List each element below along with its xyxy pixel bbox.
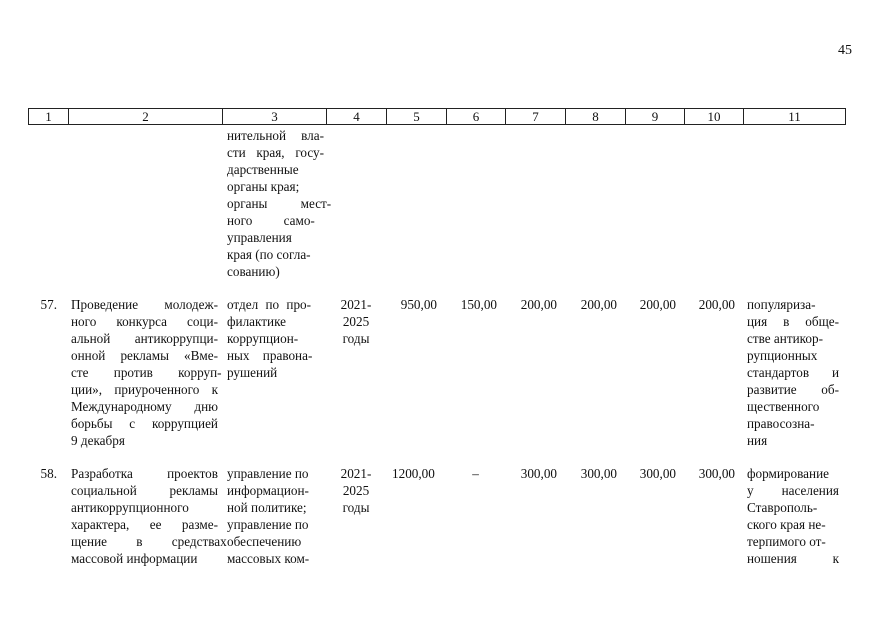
text-line: щественного [747, 399, 820, 414]
text-line: обеспечению [227, 534, 302, 549]
text-line: 2021- [340, 297, 372, 312]
text-line: коррупцион- [227, 331, 299, 346]
text-line: щение в средствах [71, 534, 227, 549]
header-col-9: 9 [626, 108, 685, 125]
text-line: филактике [227, 314, 287, 329]
total-amount: 1200,00 [392, 466, 435, 481]
text-line: ции», приуроченного к [71, 382, 218, 397]
amount-year-2021: – [472, 466, 479, 481]
amount-year-2022: 200,00 [520, 297, 557, 312]
header-col-4: 4 [327, 108, 387, 125]
responsible-executor [227, 296, 324, 381]
text-line: управление по [227, 517, 309, 532]
text-line: ной политике; [227, 500, 307, 515]
text-line: стве антикор- [747, 331, 823, 346]
page-number: 45 [838, 43, 852, 58]
text-line: ния [747, 433, 768, 448]
text-line: Разработка проектов [71, 466, 218, 481]
header-col-8: 8 [566, 108, 626, 125]
text-line: годы [342, 331, 370, 346]
text-line: рушений [227, 365, 278, 380]
text-line: отдел по про- [227, 297, 312, 312]
header-col-5: 5 [387, 108, 447, 125]
text-line: ция в обще- [747, 314, 839, 329]
text-line: ношения к [747, 551, 839, 566]
amount-year-2025: 300,00 [698, 466, 735, 481]
text-line: края (по согла- [227, 247, 311, 262]
text-line: развитие об- [747, 382, 839, 397]
text-line: сте против корруп- [71, 365, 222, 380]
header-col-7: 7 [506, 108, 566, 125]
text-line: характера, ее разме- [71, 517, 218, 532]
amount-year-2021: 150,00 [460, 297, 497, 312]
text-line: 2025 [342, 483, 370, 498]
text-line: ного конкурса соци- [71, 314, 218, 329]
header-col-6: 6 [447, 108, 506, 125]
amount-year-2024: 200,00 [639, 297, 676, 312]
text-line: нительной вла- [227, 128, 324, 143]
text-line: органы края; [227, 179, 300, 194]
text-line: антикоррупционного [71, 500, 189, 515]
amount-year-2024: 300,00 [639, 466, 676, 481]
text-line: у населения [747, 483, 839, 498]
term-years [328, 296, 384, 347]
text-line: популяриза- [747, 297, 816, 312]
text-line: стандартов и [747, 365, 839, 380]
text-line: сованию) [227, 264, 280, 279]
term-years [328, 465, 384, 516]
text-line: массовой информации [71, 551, 198, 566]
header-col-1: 1 [28, 108, 69, 125]
text-line: социальной рекламы [71, 483, 218, 498]
activity-description [71, 465, 227, 567]
text-line: Международному дню [71, 399, 218, 414]
amount-year-2023: 300,00 [580, 466, 617, 481]
row-number: 58. [40, 466, 57, 481]
text-line: правосозна- [747, 416, 815, 431]
text-line: ского края не- [747, 517, 826, 532]
text-line: 9 декабря [71, 433, 125, 448]
total-amount: 950,00 [400, 297, 437, 312]
header-col-2: 2 [69, 108, 223, 125]
text-line: управление по [227, 466, 309, 481]
activity-description [71, 296, 222, 449]
row-number: 57. [40, 297, 57, 312]
text-line: годы [342, 500, 370, 515]
table-header-row [28, 108, 846, 125]
text-line: ных правона- [227, 348, 313, 363]
text-line: массовых ком- [227, 551, 310, 566]
expected-result [747, 465, 839, 567]
header-col-10: 10 [685, 108, 744, 125]
text-line: сти края, госу- [227, 145, 324, 160]
text-line: информацион- [227, 483, 309, 498]
text-line: рупционных [747, 348, 818, 363]
header-col-3: 3 [223, 108, 327, 125]
expected-result [747, 296, 839, 449]
amount-year-2023: 200,00 [580, 297, 617, 312]
amount-year-2025: 200,00 [698, 297, 735, 312]
text-line: борьбы с коррупцией [71, 416, 218, 431]
text-line: управления [227, 230, 292, 245]
text-line: 2021- [340, 466, 372, 481]
amount-year-2022: 300,00 [520, 466, 557, 481]
text-line: органы мест- [227, 196, 332, 211]
text-line: ного само- [227, 213, 315, 228]
text-line: формирование [747, 466, 829, 481]
responsible-executor [227, 465, 324, 567]
text-line: терпимого от- [747, 534, 826, 549]
text-line: альной антикоррупци- [71, 331, 218, 346]
text-line: дарственные [227, 162, 299, 177]
text-line: 2025 [342, 314, 370, 329]
text-line: онной рекламы «Вме- [71, 348, 218, 363]
text-line: Ставрополь- [747, 500, 818, 515]
text-line: Проведение молодеж- [71, 297, 218, 312]
header-col-11: 11 [744, 108, 846, 125]
continuation-col3 [227, 127, 332, 280]
